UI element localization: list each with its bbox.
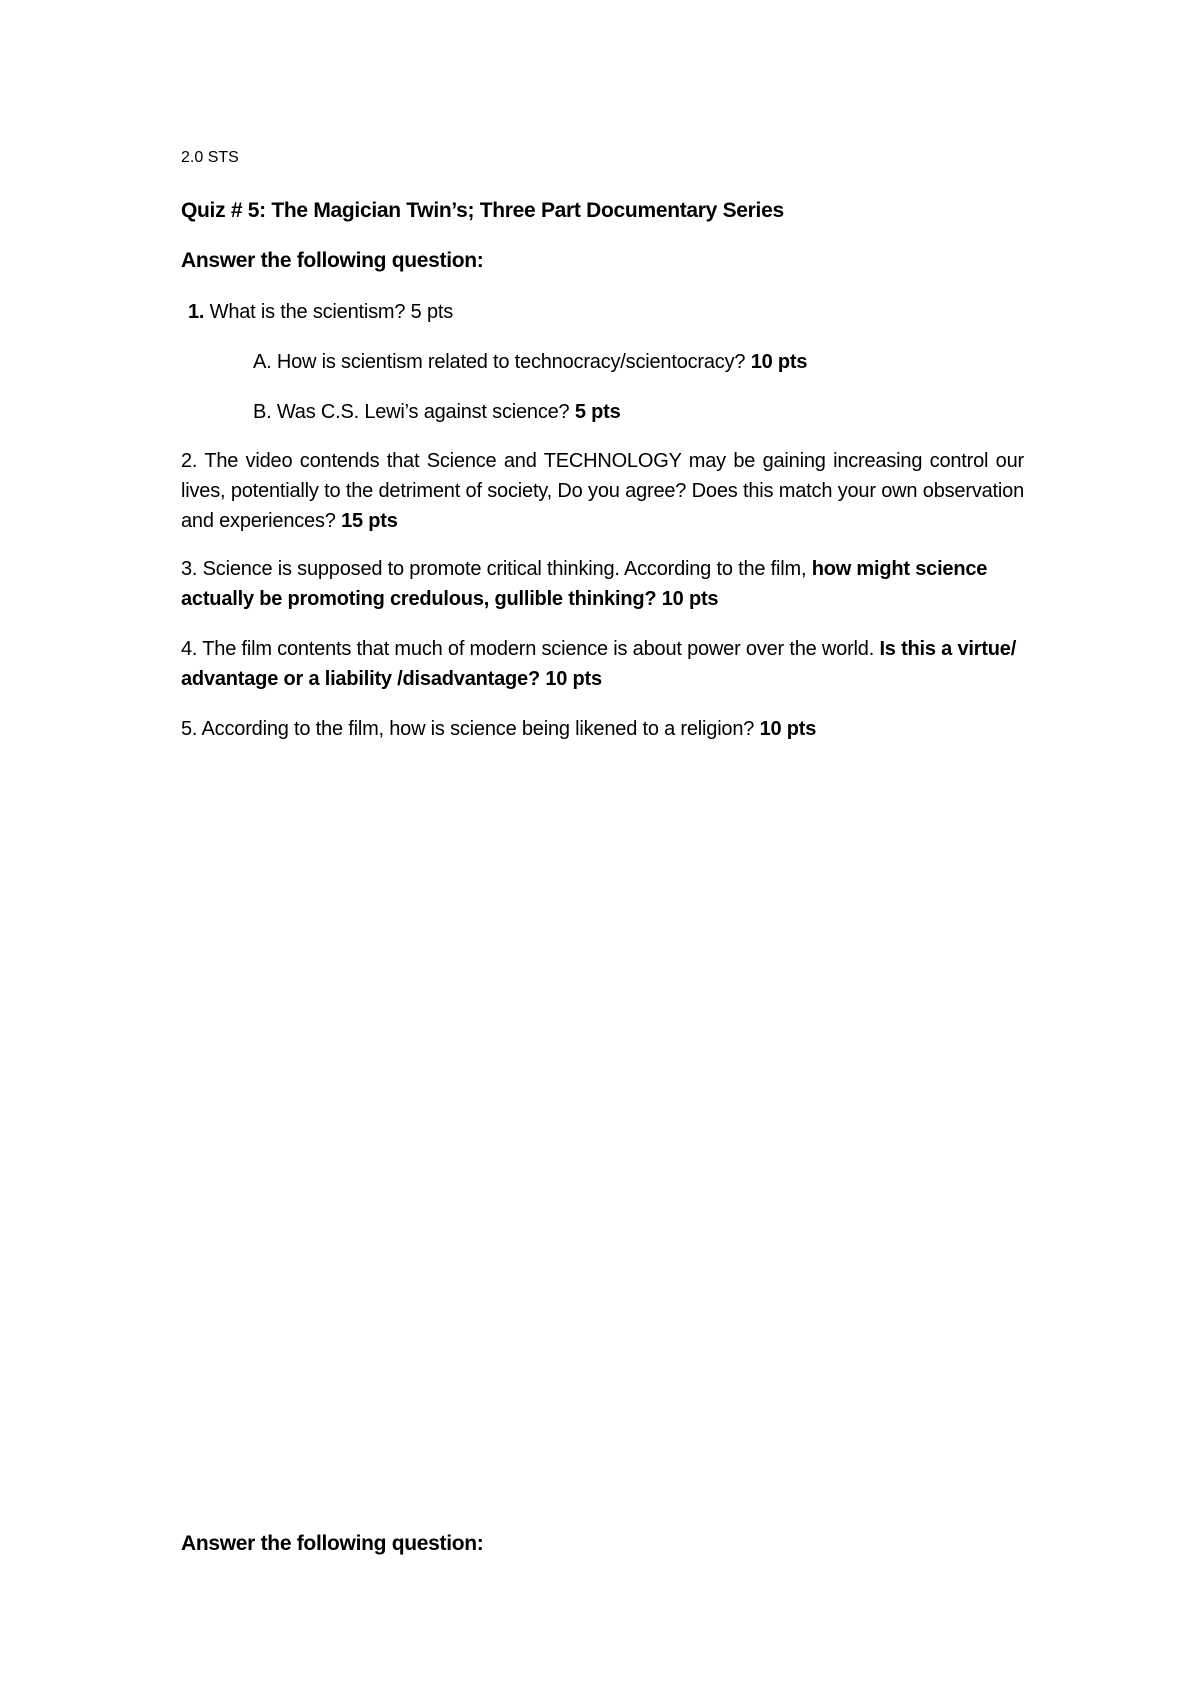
question-4-bold-text: Is this a virtue/ advantage or a liability /disadvantage? 10 pts <box>181 638 1017 690</box>
footer-instruction-heading: Answer the following question: <box>181 1532 484 1555</box>
question-4-text: 4. The film contents that much of modern science is about power over the world. <box>181 638 880 660</box>
question-1a-points: 10 pts <box>750 351 808 373</box>
question-2 <box>181 446 1024 536</box>
question-1b-text: B. Was C.S. Lewi’s against science? <box>253 401 575 423</box>
question-3 <box>181 554 1024 614</box>
question-3-text: 3. Science is supposed to promote critical thinking. According to the film, <box>181 558 812 580</box>
question-1b-points: 5 pts <box>574 401 621 423</box>
question-5 <box>181 714 1024 744</box>
course-label: 2.0 STS <box>181 149 239 166</box>
instruction-heading: Answer the following question: <box>181 249 484 272</box>
question-1-number: 1. <box>188 301 205 323</box>
question-1-text: What is the scientism? 5 pts <box>204 301 454 323</box>
question-2-text: 2. The video contends that Science and TECHNOLOGY may be gaining increasing control our lives, potentially to the detriment of society, Do you agree? Does this match your own observation and experiences? <box>181 450 1024 532</box>
question-5-points: 10 pts <box>759 718 817 740</box>
question-1a <box>253 347 807 377</box>
question-1b <box>253 397 621 427</box>
question-5-text: 5. According to the film, how is science being likened to a religion? <box>181 718 760 740</box>
question-1a-text: A. How is scientism related to technocracy/scientocracy? <box>253 351 751 373</box>
question-2-points: 15 pts <box>341 510 398 532</box>
question-3-bold-text: how might science actually be promoting credulous, gullible thinking? 10 pts <box>181 558 988 610</box>
quiz-title: Quiz # 5: The Magician Twin’s; Three Part Documentary Series <box>181 199 784 222</box>
question-1 <box>188 297 453 327</box>
question-4 <box>181 634 1024 694</box>
